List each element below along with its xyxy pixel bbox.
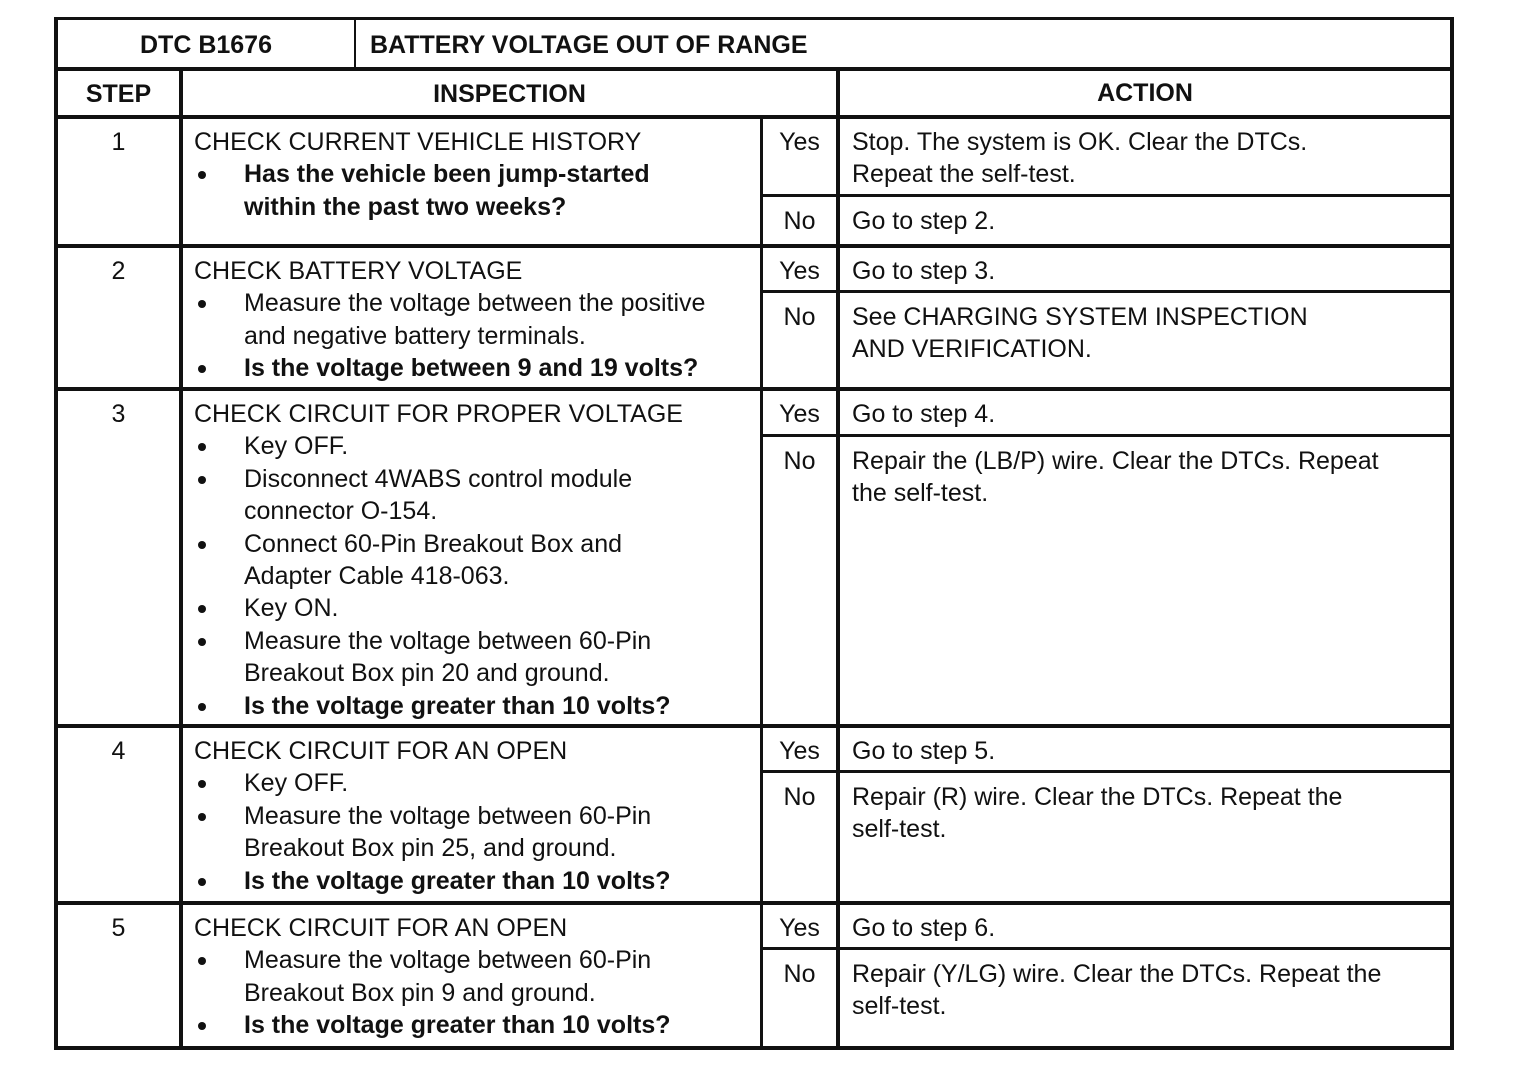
- action-text: See CHARGING SYSTEM INSPECTION: [852, 303, 1308, 331]
- answer-divider: [760, 770, 1454, 773]
- bullet-icon: [198, 171, 206, 179]
- bullet-icon: [198, 878, 206, 886]
- inspection-step-text: within the past two weeks?: [244, 192, 567, 221]
- table-border-left: [54, 17, 58, 1050]
- inspection-step-text: Breakout Box pin 9 and ground.: [244, 978, 596, 1007]
- step-number: 4: [111, 737, 126, 765]
- inspection-step-text: Measure the voltage between 60-Pin: [244, 946, 652, 975]
- inspection-step-text: Is the voltage greater than 10 volts?: [244, 1011, 671, 1040]
- inspection-step-text: Has the vehicle been jump-started: [244, 160, 650, 189]
- action-text: Repeat the self-test.: [852, 160, 1076, 189]
- inspection-step-text: Adapter Cable 418-063.: [244, 562, 510, 590]
- step-number: 1: [111, 128, 126, 156]
- inspection-step-text: Connect 60-Pin Breakout Box and: [244, 529, 623, 558]
- bullet-icon: [198, 1022, 206, 1030]
- inspection-step-text: Measure the voltage between 60-Pin: [244, 626, 652, 655]
- title-divider: [354, 17, 356, 69]
- action-text: Go to step 5.: [852, 737, 996, 765]
- bullet-icon: [198, 605, 206, 613]
- inspection-heading: CHECK BATTERY VOLTAGE: [194, 257, 523, 285]
- action-text: self-test.: [852, 992, 947, 1021]
- inspection-step-text: Key OFF.: [244, 432, 349, 461]
- answer-divider: [760, 194, 1454, 197]
- header-bottom-rule: [54, 115, 1454, 119]
- inspection-step-text: and negative battery terminals.: [244, 321, 586, 350]
- title-bottom-rule: [54, 67, 1454, 71]
- step-number: 2: [111, 257, 126, 285]
- inspection-step-text: Is the voltage greater than 10 volts?: [244, 866, 671, 895]
- action-text: Go to step 4.: [852, 400, 996, 428]
- answer-yes: Yes: [779, 257, 820, 285]
- bullet-icon: [198, 957, 206, 965]
- inspection-step-text: Measure the voltage between the positive: [244, 289, 706, 318]
- answer-no: No: [783, 783, 816, 811]
- row-divider: [54, 901, 1454, 905]
- inspection-step-text: Is the voltage greater than 10 volts?: [244, 691, 671, 720]
- action-text: AND VERIFICATION.: [852, 335, 1092, 364]
- action-text: Repair the (LB/P) wire. Clear the DTCs. Repeat: [852, 447, 1379, 475]
- bullet-icon: [198, 638, 206, 646]
- action-text: self-test.: [852, 815, 947, 844]
- action-text: Stop. The system is OK. Clear the DTCs.: [852, 128, 1308, 156]
- dtc-description: BATTERY VOLTAGE OUT OF RANGE: [370, 31, 808, 59]
- inspection-step-text: Breakout Box pin 20 and ground.: [244, 659, 610, 688]
- row-divider: [54, 244, 1454, 248]
- inspection-heading: CHECK CIRCUIT FOR AN OPEN: [194, 737, 568, 765]
- answer-yes: Yes: [779, 737, 820, 765]
- answer-yes: Yes: [779, 400, 820, 428]
- header-step: STEP: [85, 80, 152, 108]
- action-text: Go to step 2.: [852, 207, 996, 235]
- answer-divider: [760, 434, 1454, 437]
- bullet-icon: [198, 813, 206, 821]
- inspection-step-text: Key OFF.: [244, 769, 349, 798]
- inspection-step-text: Measure the voltage between 60-Pin: [244, 801, 652, 830]
- answer-no: No: [783, 447, 816, 475]
- inspection-step-text: Key ON.: [244, 594, 339, 623]
- bullet-icon: [198, 300, 206, 308]
- inspection-step-text: Breakout Box pin 25, and ground.: [244, 834, 617, 863]
- answer-yes: Yes: [779, 128, 820, 156]
- table-border-right: [1450, 17, 1454, 1050]
- table-border-bottom: [54, 1046, 1454, 1050]
- inspection-step-text: connector O-154.: [244, 497, 438, 526]
- bullet-icon: [198, 443, 206, 451]
- action-text: the self-test.: [852, 479, 989, 508]
- answer-divider: [760, 947, 1454, 950]
- inspection-heading: CHECK CURRENT VEHICLE HISTORY: [194, 128, 642, 156]
- answer-no: No: [783, 207, 816, 235]
- action-text: Go to step 6.: [852, 914, 996, 942]
- step-number: 5: [111, 914, 126, 942]
- answer-no: No: [783, 303, 816, 331]
- action-text: Go to step 3.: [852, 257, 996, 285]
- inspection-heading: CHECK CIRCUIT FOR PROPER VOLTAGE: [194, 400, 683, 428]
- action-text: Repair (R) wire. Clear the DTCs. Repeat the: [852, 783, 1343, 811]
- bullet-icon: [198, 365, 206, 373]
- table-border-top: [54, 17, 1454, 20]
- row-divider: [54, 724, 1454, 728]
- bullet-icon: [198, 780, 206, 788]
- bullet-icon: [198, 703, 206, 711]
- step-number: 3: [111, 400, 126, 428]
- action-text: Repair (Y/LG) wire. Clear the DTCs. Repeat the: [852, 960, 1382, 988]
- inspection-step-text: Disconnect 4WABS control module: [244, 464, 633, 493]
- inspection-step-text: Is the voltage between 9 and 19 volts?: [244, 354, 699, 383]
- bullet-icon: [198, 541, 206, 549]
- dtc-code: DTC B1676: [140, 31, 272, 59]
- bullet-icon: [198, 476, 206, 484]
- answer-divider: [760, 290, 1454, 293]
- header-inspection: INSPECTION: [433, 80, 586, 108]
- row-divider: [54, 387, 1454, 391]
- answer-no: No: [783, 960, 816, 988]
- answer-yes: Yes: [779, 914, 820, 942]
- header-action: ACTION: [1097, 79, 1193, 107]
- inspection-heading: CHECK CIRCUIT FOR AN OPEN: [194, 914, 568, 942]
